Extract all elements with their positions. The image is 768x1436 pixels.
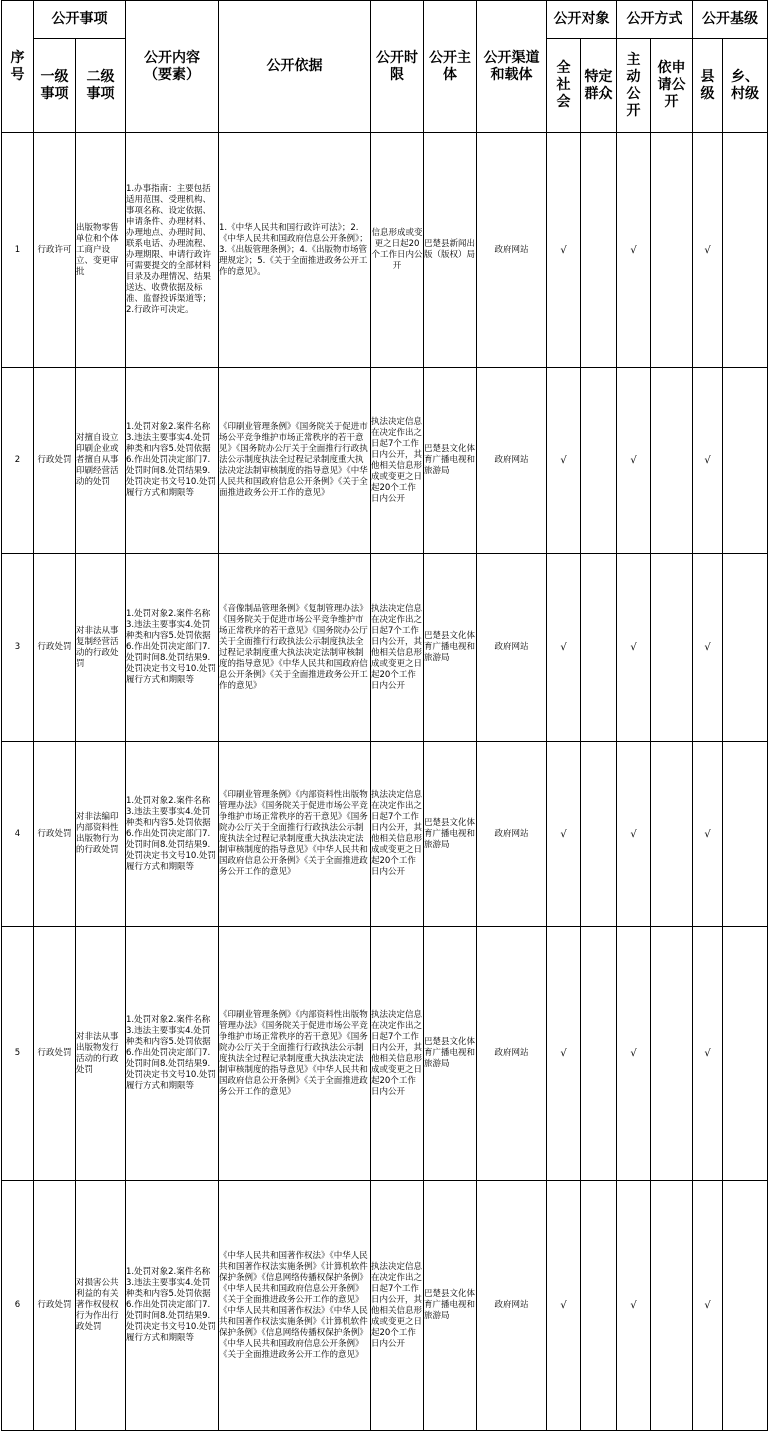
row-seq: 2 bbox=[2, 368, 34, 554]
row-check-county: √ bbox=[693, 927, 723, 1181]
row-check-request bbox=[651, 554, 693, 742]
row-seq: 3 bbox=[2, 554, 34, 742]
row-check-active: √ bbox=[617, 927, 651, 1181]
row-time: 信息形成或变更之日起20个工作日内公开 bbox=[371, 133, 424, 368]
row-check-request bbox=[651, 742, 693, 927]
row-check-group bbox=[581, 1181, 617, 1431]
row-subject: 巴楚县文化体育广播电视和旅游局 bbox=[424, 554, 477, 742]
row-content: 1.处罚对象2.案件名称3.违法主要事实4.处罚种类和内容5.处罚依据6.作出处罚决定部门7.处罚时间8.处罚结果9.处罚决定书文号10.处罚履行方式和期限等 bbox=[126, 742, 219, 927]
row-check-group bbox=[581, 368, 617, 554]
row-subject: 巴楚县文化体育广播电视和旅游局 bbox=[424, 742, 477, 927]
row-time: 执法决定信息在决定作出之日起7个工作日内公开，其他相关信息形成或变更之日起20个工作日内公开 bbox=[371, 1181, 424, 1431]
table-row bbox=[2, 554, 768, 742]
row-level1: 行政处罚 bbox=[34, 368, 76, 554]
header-subject: 公开主体 bbox=[424, 1, 477, 133]
row-level2: 对非法从事复制经营活动的行政处罚 bbox=[76, 554, 126, 742]
header-method: 公开方式 bbox=[617, 1, 693, 39]
row-time: 执法决定信息在决定作出之日起7个工作日内公开，其他相关信息形成或变更之日起20个工作日内公开 bbox=[371, 742, 424, 927]
row-channel: 政府网站 bbox=[477, 133, 547, 368]
header-target: 公开对象 bbox=[547, 1, 617, 39]
row-level2: 对非法编印内部资料性出版物行为的行政处罚 bbox=[76, 742, 126, 927]
header-time: 公开时限 bbox=[371, 1, 424, 133]
row-subject: 巴楚县文化体育广播电视和旅游局 bbox=[424, 368, 477, 554]
row-check-request bbox=[651, 927, 693, 1181]
row-subject: 巴楚县文化体育广播电视和旅游局 bbox=[424, 1181, 477, 1431]
row-check-county: √ bbox=[693, 133, 723, 368]
row-level1: 行政处罚 bbox=[34, 927, 76, 1181]
row-channel: 政府网站 bbox=[477, 1181, 547, 1431]
table-row bbox=[2, 1181, 768, 1431]
row-check-active: √ bbox=[617, 742, 651, 927]
table-row bbox=[2, 368, 768, 554]
header-items: 公开事项 bbox=[34, 1, 126, 39]
row-channel: 政府网站 bbox=[477, 742, 547, 927]
row-content: 1.处罚对象2.案件名称3.违法主要事实4.处罚种类和内容5.处罚依据6.作出处罚决定部门7.处罚时间8.处罚结果9.处罚决定书文号10.处罚履行方式和期限等 bbox=[126, 554, 219, 742]
row-check-request bbox=[651, 133, 693, 368]
row-time: 执法决定信息在决定作出之日起7个工作日内公开，其他相关信息形成或变更之日起20个工作日内公开 bbox=[371, 554, 424, 742]
header-target-group: 特定群众 bbox=[581, 39, 617, 133]
row-check-town bbox=[723, 133, 768, 368]
row-level1: 行政处罚 bbox=[34, 554, 76, 742]
header-level-town: 乡、村级 bbox=[723, 39, 768, 133]
row-check-all: √ bbox=[547, 742, 581, 927]
row-check-active: √ bbox=[617, 554, 651, 742]
table-row bbox=[2, 927, 768, 1181]
row-check-county: √ bbox=[693, 554, 723, 742]
row-check-group bbox=[581, 742, 617, 927]
row-check-all: √ bbox=[547, 133, 581, 368]
row-check-town bbox=[723, 742, 768, 927]
header-level2: 二级事项 bbox=[76, 39, 126, 133]
row-check-request bbox=[651, 368, 693, 554]
row-check-active: √ bbox=[617, 133, 651, 368]
row-basis: 1.《中华人民共和国行政许可法》；2.《中华人民共和国政府信息公开条例》；3.《出版管理条例》；4.《出版物市场管理规定》；5.《关于全面推进政务公开工作的意见》。 bbox=[219, 133, 371, 368]
row-check-county: √ bbox=[693, 368, 723, 554]
row-level1: 行政许可 bbox=[34, 133, 76, 368]
row-content: 1.处罚对象2.案件名称3.违法主要事实4.处罚种类和内容5.处罚依据6.作出处罚决定部门7.处罚时间8.处罚结果9.处罚决定书文号10.处罚履行方式和期限等 bbox=[126, 927, 219, 1181]
row-check-town bbox=[723, 1181, 768, 1431]
header-method-request: 依申请公开 bbox=[651, 39, 693, 133]
table-row bbox=[2, 133, 768, 368]
row-content: 1.处罚对象2.案件名称3.违法主要事实4.处罚种类和内容5.处罚依据6.作出处罚决定部门7.处罚时间8.处罚结果9.处罚决定书文号10.处罚履行方式和期限等 bbox=[126, 1181, 219, 1431]
row-basis: 《印刷业管理条例》《国务院关于促进市场公平竞争维护市场正常秩序的若干意见》《国务院办公厅关于全面推行行政执法公示制度执法全过程记录制度重大执法决定法制审核制度的指导意见》《中华人民共和国政府信息公开条例》《关于全面推进政务公开工作的意见》 bbox=[219, 368, 371, 554]
row-check-town bbox=[723, 927, 768, 1181]
row-check-county: √ bbox=[693, 1181, 723, 1431]
row-channel: 政府网站 bbox=[477, 368, 547, 554]
row-seq: 5 bbox=[2, 927, 34, 1181]
row-basis: 《印刷业管理条例》《内部资料性出版物管理办法》《国务院关于促进市场公平竞争维护市场正常秩序的若干意见》《国务院办公厅关于全面推行行政执法公示制度执法全过程记录制度重大执法决定法制审核制度的指导意见》《中华人民共和国政府信息公开条例》《关于全面推进政务公开工作的意见》 bbox=[219, 742, 371, 927]
row-check-town bbox=[723, 368, 768, 554]
row-content: 1.处罚对象2.案件名称3.违法主要事实4.处罚种类和内容5.处罚依据6.作出处罚决定部门7.处罚时间8.处罚结果9.处罚决定书文号10.处罚履行方式和期限等 bbox=[126, 368, 219, 554]
row-content: 1.办事指南：主要包括适用范围、受理机构、事项名称、设定依据、申请条件、办理材料、办理地点、办理时间、联系电话、办理流程、办理期限、申请行政许可需要提交的全部材料目录及办理情况、结果送达、收费依据及标准、监督投诉渠道等；2.行政许可决定。 bbox=[126, 133, 219, 368]
row-channel: 政府网站 bbox=[477, 927, 547, 1181]
row-seq: 1 bbox=[2, 133, 34, 368]
disclosure-table bbox=[1, 0, 768, 1431]
row-level2: 对擅自设立印刷企业或者擅自从事印刷经营活动的处罚 bbox=[76, 368, 126, 554]
row-basis: 《印刷业管理条例》《内部资料性出版物管理办法》《国务院关于促进市场公平竞争维护市场正常秩序的若干意见》《国务院办公厅关于全面推行行政执法公示制度执法全过程记录制度重大执法决定法制审核制度的指导意见》《中华人民共和国政府信息公开条例》《关于全面推进政务公开工作的意见》 bbox=[219, 927, 371, 1181]
row-check-all: √ bbox=[547, 368, 581, 554]
table-row bbox=[2, 742, 768, 927]
row-check-all: √ bbox=[547, 554, 581, 742]
header-level: 公开基级 bbox=[693, 1, 768, 39]
row-check-all: √ bbox=[547, 927, 581, 1181]
row-time: 执法决定信息在决定作出之日起7个工作日内公开，其他相关信息形成或变更之日起20个工作日内公开 bbox=[371, 368, 424, 554]
row-check-request bbox=[651, 1181, 693, 1431]
row-level2: 对损害公共利益的有关著作权侵权行为作出行政处罚 bbox=[76, 1181, 126, 1431]
header-basis: 公开依据 bbox=[219, 1, 371, 133]
row-check-town bbox=[723, 554, 768, 742]
row-check-group bbox=[581, 554, 617, 742]
row-seq: 6 bbox=[2, 1181, 34, 1431]
row-subject: 巴楚县新闻出版（版权）局 bbox=[424, 133, 477, 368]
row-check-active: √ bbox=[617, 1181, 651, 1431]
row-level1: 行政处罚 bbox=[34, 1181, 76, 1431]
row-level2: 对非法从事出版物发行活动的行政处罚 bbox=[76, 927, 126, 1181]
header-level-county: 县级 bbox=[693, 39, 723, 133]
row-time: 执法决定信息在决定作出之日起7个工作日内公开，其他相关信息形成或变更之日起20个工作日内公开 bbox=[371, 927, 424, 1181]
header-method-active: 主动公开 bbox=[617, 39, 651, 133]
row-level2: 出版物零售单位和个体工商户设立、变更审批 bbox=[76, 133, 126, 368]
row-check-active: √ bbox=[617, 368, 651, 554]
header-channel: 公开渠道和载体 bbox=[477, 1, 547, 133]
header-content: 公开内容（要素） bbox=[126, 1, 219, 133]
row-basis: 《音像制品管理条例》《复制管理办法》《国务院关于促进市场公平竞争维护市场正常秩序的若干意见》《国务院办公厅关于全面推行行政执法公示制度执法全过程记录制度重大执法决定法制审核制度的指导意见》《中华人民共和国政府信息公开条例》《关于全面推进政务公开工作的意见》 bbox=[219, 554, 371, 742]
row-check-group bbox=[581, 133, 617, 368]
row-basis: 《中华人民共和国著作权法》《中华人民共和国著作权法实施条例》《计算机软件保护条例》《信息网络传播权保护条例》《中华人民共和国政府信息公开条例》《关于全面推进政务公开工作的意见》《中华人民共和国著作权法》《中华人民共和国著作权法实施条例》《计算机软件保护条例》《信息网络传播权保护条例》《中华人民共和国政府信息公开条例》《关于全面推进政务公开工作的意见》 bbox=[219, 1181, 371, 1431]
row-check-group bbox=[581, 927, 617, 1181]
row-check-all: √ bbox=[547, 1181, 581, 1431]
header-level1: 一级事项 bbox=[34, 39, 76, 133]
row-channel: 政府网站 bbox=[477, 554, 547, 742]
row-subject: 巴楚县文化体育广播电视和旅游局 bbox=[424, 927, 477, 1181]
row-seq: 4 bbox=[2, 742, 34, 927]
header-seq: 序号 bbox=[2, 1, 34, 133]
row-check-county: √ bbox=[693, 742, 723, 927]
header-target-all: 全社会 bbox=[547, 39, 581, 133]
row-level1: 行政处罚 bbox=[34, 742, 76, 927]
